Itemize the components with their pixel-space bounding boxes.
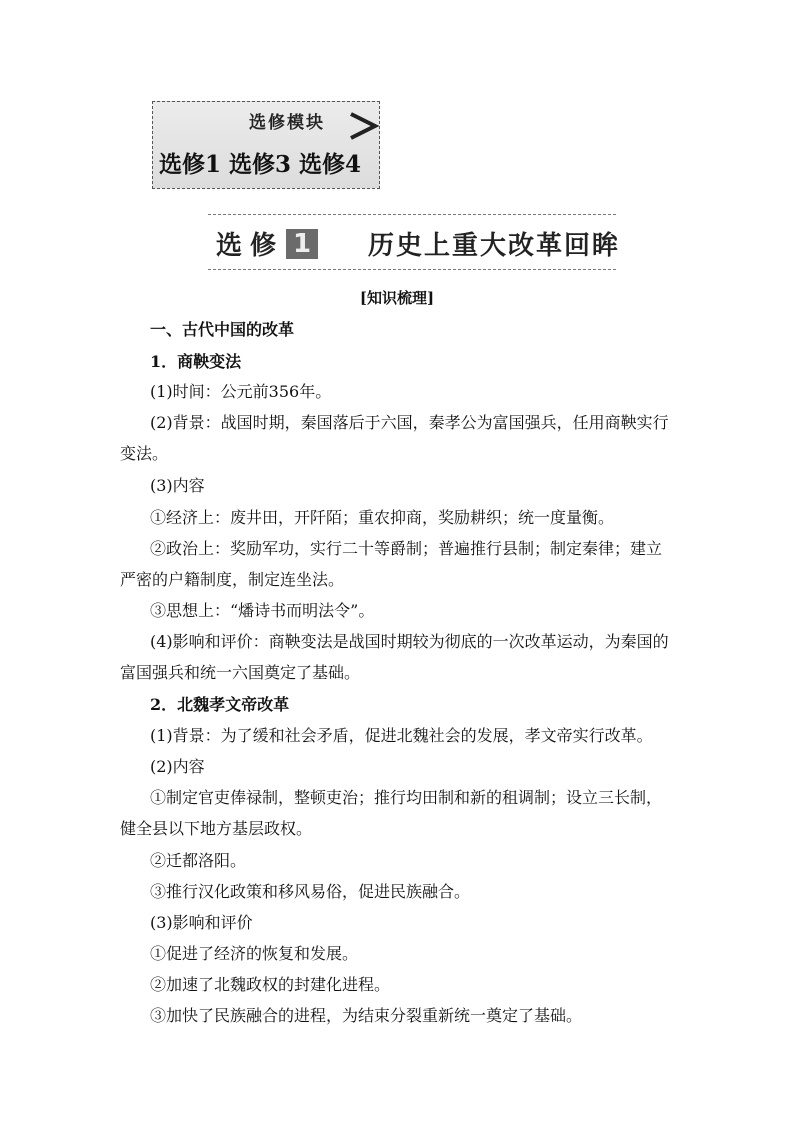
text-line: (3)内容: [150, 476, 205, 495]
chapter-title: 历史上重大改革回眸: [368, 231, 621, 261]
module-box: [152, 101, 380, 189]
text-line: (2)内容: [150, 757, 205, 776]
text-line: (3)影响和评价: [150, 913, 253, 932]
heading-xiaowen: 2．北魏孝文帝改革: [150, 695, 290, 714]
text-line: (1)背景：为了缓和社会矛盾，促进北魏社会的发展，孝文帝实行改革。: [150, 726, 653, 745]
text-line: ①促进了经济的恢复和发展。: [150, 944, 359, 963]
heading-ancient-reforms: 一、古代中国的改革: [150, 320, 295, 339]
module-subtitle: 选修1 选修3 选修4: [159, 151, 362, 178]
text-line: ③思想上：“燔诗书而明法令”。: [150, 601, 375, 620]
module-label: 选修模块: [249, 113, 325, 133]
chevron-right-icon: [347, 110, 379, 142]
text-line: (4)影响和评价：商鞅变法是战国时期较为彻底的一次改革运动，为秦国的: [150, 632, 669, 651]
text-line: 健全县以下地方基层政权。: [120, 819, 313, 838]
heading-shang-yang: 1．商鞅变法: [150, 352, 242, 371]
text-line: ①经济上：废井田，开阡陌；重农抑商，奖励耕织；统一度量衡。: [150, 508, 615, 527]
text-line: 变法。: [120, 444, 169, 463]
chapter-banner: [208, 214, 621, 270]
text-line: (1)时间：公元前356年。: [150, 382, 332, 401]
text-line: ③加快了民族融合的进程，为结束分裂重新统一奠定了基础。: [150, 1006, 583, 1025]
text-line: ①制定官吏俸禄制，整顿吏治；推行均田制和新的租调制；设立三长制，: [150, 788, 663, 807]
chapter-number: 1: [286, 229, 318, 259]
text-line: ②政治上：奖励军功，实行二十等爵制；普遍推行县制；制定秦律；建立: [150, 539, 663, 558]
text-line: ②迁都洛阳。: [150, 851, 247, 870]
text-line: (2)背景：战国时期，秦国落后于六国，秦孝公为富国强兵，任用商鞅实行: [150, 413, 669, 432]
section-tag: [知识梳理]: [359, 289, 435, 307]
text-line: 富国强兵和统一六国奠定了基础。: [120, 663, 361, 682]
text-line: ③推行汉化政策和移风易俗，促进民族融合。: [150, 882, 471, 901]
text-line: ②加速了北魏政权的封建化进程。: [150, 975, 391, 994]
text-line: 严密的户籍制度，制定连坐法。: [120, 570, 345, 589]
chapter-prefix: 选修: [216, 231, 285, 261]
